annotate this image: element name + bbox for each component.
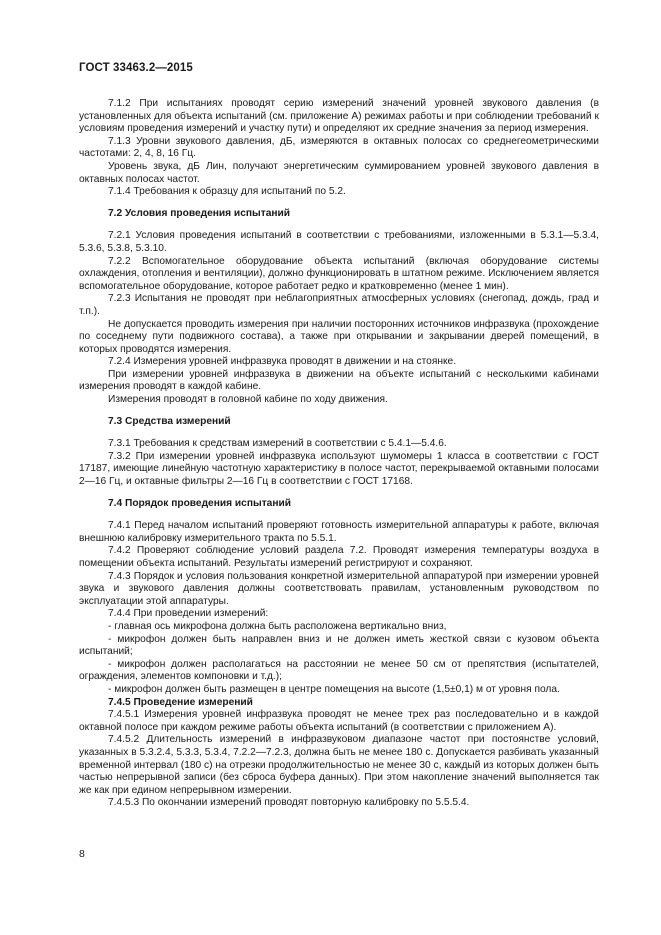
paragraph: 7.2.3 Испытания не проводят при неблагоприятных атмосферных условиях (снегопад, дождь, град и т.п.).	[79, 293, 599, 317]
paragraph: - микрофон должен располагаться на расстоянии не менее 50 см от препятствия (испытателей, ограждения, элементов компоновки и т.д.);	[79, 658, 599, 683]
paragraph: - главная ось микрофона должна быть расположена вертикально вниз,	[108, 620, 447, 632]
paragraph: 7.1.2 При испытаниях проводят серию измерений значений уровней звукового давления (в установленных для объекта испытаний (см. приложение А) режимах работы и при соблюдении требований к условиям проведения измерений и участку пути) и определяют их средние значения за период измерения.	[79, 98, 599, 135]
paragraph: - микрофон должен быть размещен в центре помещения на высоте (1,5±0,1) м от уровня пола.	[108, 683, 560, 695]
paragraph: 7.1.4 Требования к образцу для испытаний по 5.2.	[108, 186, 346, 198]
paragraph: 7.4.3 Порядок и условия пользования конкретной измерительной аппаратурой при измерении уровней звука и звукового давления должны соответствовать правилам, установленным руководством по эксплуатации этой аппаратуры.	[79, 570, 599, 607]
paragraph: 7.2.4 Измерения уровней инфразвука проводят в движении и на стоянке.	[108, 356, 457, 368]
paragraph: 7.4.4 При проведении измерений:	[108, 608, 269, 620]
paragraph: 7.4.5.2 Длительность измерений в инфразвуковом диапазоне частот при постоянстве условий, указанных в 5.3.2.4, 5.3.3, 5.3.4, 7.2.2—7.2.3, должна быть не менее 180 с. Допускается разбивать указанный временной интервал (180 с) на отрезки продолжительностью не менее 30 с, каждый из которых должен быть частью непрерывной записи (без сброса буфера данных). При этом накопление значений выполняется так же как при едином непрерывном измерении.	[79, 734, 599, 796]
section-heading: 7.2 Условия проведения испытаний	[108, 207, 291, 219]
document-body	[79, 98, 599, 810]
paragraph: 7.3.2 При измерении уровней инфразвука используют шумомеры 1 класса в соответствии с ГОСТ 17187, имеющие линейную частотную характеристику в полосе частот, перекрываемой октавными полосами 2—16 Гц, и октавные фильтры 2—16 Гц в соответствии с ГОСТ 17168.	[79, 450, 599, 488]
paragraph: 7.4.5.3 По окончании измерений проводят повторную калибровку по 5.5.5.4.	[108, 797, 470, 809]
paragraph: 7.1.3 Уровни звукового давления, дБ, измеряются в октавных полосах со среднегеометрическими частотами: 2, 4, 8, 16 Гц.	[79, 135, 599, 160]
section-heading: 7.4.5 Проведение измерений	[108, 696, 253, 708]
paragraph: 7.4.5.1 Измерения уровней инфразвука проводят не менее трех раз последовательно и в каждой октавной полосе при каждом режиме работы объекта испытаний (в соответствии с приложением А).	[79, 709, 599, 733]
paragraph: Измерения проводят в головной кабине по ходу движения.	[108, 394, 388, 406]
paragraph: 7.4.2 Проверяют соблюдение условий раздела 7.2. Проводят измерения температуры воздуха в помещении объекта испытаний. Результаты измерений регистрируют и сохраняют.	[79, 545, 599, 569]
paragraph: Не допускается проводить измерения при наличии посторонних источников инфразвука (прохождение по соседнему пути подвижного состава), а также при открывании и закрывании дверей помещений, в которых проводятся измерения.	[79, 318, 599, 355]
paragraph: 7.2.2 Вспомогательное оборудование объекта испытаний (включая оборудование системы охлаждения, отопления и вентиляции), должно функционировать в штатном режиме. Исключением является вспомогательное оборудование, которое работает редко и кратковременно (менее 1 мин).	[79, 255, 599, 292]
section-heading: 7.3 Средства измерений	[108, 415, 231, 427]
section-heading: 7.4 Порядок проведения испытаний	[108, 497, 292, 509]
paragraph: 7.4.1 Перед началом испытаний проверяют готовность измерительной аппаратуры к работе, включая внешнюю калибровку измерительного тракта по 5.5.1.	[79, 520, 599, 544]
document-header: ГОСТ 33463.2—2015	[79, 62, 193, 74]
paragraph: 7.3.1 Требования к средствам измерений в соответствии с 5.4.1—5.4.6.	[108, 438, 447, 450]
paragraph: При измерении уровней инфразвука в движении на объекте испытаний с несколькими кабинами измерения проводят в каждой кабине.	[79, 368, 599, 393]
paragraph: 7.2.1 Условия проведения испытаний в соответствии с требованиями, изложенными в 5.3.1—5.3.4, 5.3.6, 5.3.8, 5.3.10.	[79, 230, 599, 254]
paragraph: - микрофон должен быть направлен вниз и не должен иметь жесткой связи с кузовом объекта испытаний;	[79, 633, 599, 658]
page-number: 8	[79, 848, 85, 860]
paragraph: Уровень звука, дБ Лин, получают энергетическим суммированием уровней звукового давления в октавных полосах частот.	[79, 160, 599, 185]
